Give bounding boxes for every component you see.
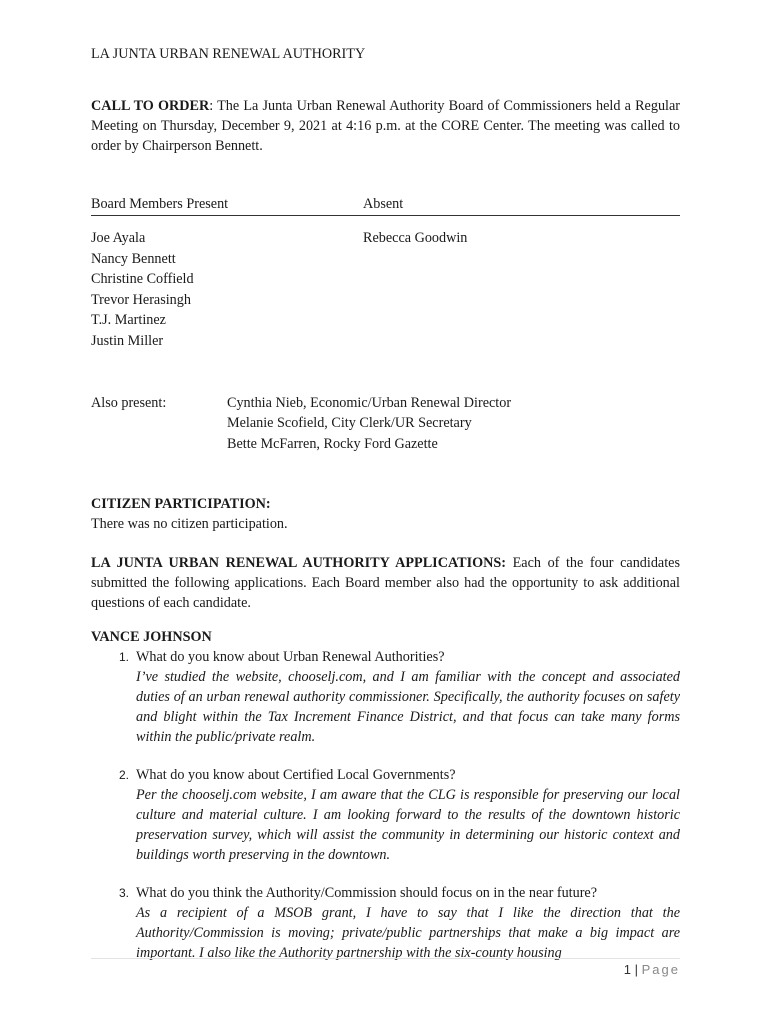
citizen-heading: CITIZEN PARTICIPATION: [91,496,271,513]
applications-text: Each of the four candidates submitted the following applications. Each Board member also had the opportunity to ask additional questions of each candidate. [91,555,680,612]
footer-divider [91,958,680,959]
present-member: T.J. Martinez [91,312,166,329]
question-list [91,647,680,963]
answer-text: As a recipient of a MSOB grant, I have to say that I like the direction that the Authority/Commission is moving; private/public partnerships that make a big impact are important. I also like the Authority partnership with the six-county housing [136,905,680,962]
present-header: Board Members Present [91,196,229,212]
absent-member: Rebecca Goodwin [363,230,468,246]
absent-header: Absent [363,196,404,212]
attendance-header-row [91,194,680,216]
also-present [91,393,680,455]
call-to-order [91,96,680,156]
document-page [91,44,680,963]
citizen-participation [91,494,680,534]
answer-text: Per the chooselj.com website, I am aware that the CLG is responsible for preserving our local culture and material culture. I am looking forward to the results of the downtown historic preservation survey, which will assist the community in determining our historic context and buildings worth preserving in the downtown. [136,787,680,864]
present-list [91,228,363,352]
question-text: What do you know about Certified Local Governments? [136,767,456,784]
also-present-label: Also present: [91,394,167,411]
also-present-list [227,393,511,455]
page-separator: | [631,962,642,977]
present-member: Joe Ayala [91,230,146,246]
applications-paragraph [91,553,680,613]
call-to-order-text: : The La Junta Urban Renewal Authority Board of Commissioners held a Regular Meeting on Thursday, December 9, 2021 at 4:16 p.m. at the CORE Center. The meeting was called to order by Chairperson Bennett. [91,98,680,154]
present-member: Trevor Herasingh [91,291,191,308]
page-number: 1 [623,962,632,977]
question-text: What do you know about Urban Renewal Authorities? [136,649,445,666]
also-present-person: Melanie Scofield, City Clerk/UR Secretary [227,415,472,432]
present-member: Christine Coffield [91,271,194,288]
question-item [91,647,680,747]
answer-text: I’ve studied the website, chooselj.com, and I am familiar with the concept and associated duties of an urban renewal authority commissioner. Specifically, the authority focuses on safety and blight within the Tax Increment Finance District, and that focus can take many forms within the public/private realm. [136,669,680,746]
call-to-order-label: CALL TO ORDER [91,98,210,114]
page-label: Page [641,962,680,977]
attendance-section [91,194,680,352]
present-member: Nancy Bennett [91,250,176,267]
question-number: 3. [118,886,129,901]
also-present-person: Bette McFarren, Rocky Ford Gazette [227,435,438,452]
page-footer [624,960,680,980]
question-number: 1. [118,650,129,665]
absent-list [363,228,467,352]
org-header: LA JUNTA URBAN RENEWAL AUTHORITY [91,46,366,62]
question-item [91,883,680,963]
applications-heading: LA JUNTA URBAN RENEWAL AUTHORITY APPLICATIONS: [91,555,507,572]
attendance-columns [91,228,680,352]
question-text: What do you think the Authority/Commission should focus on in the near future? [136,885,598,902]
also-present-person: Cynthia Nieb, Economic/Urban Renewal Director [227,394,512,411]
citizen-text: There was no citizen participation. [91,516,288,533]
present-member: Justin Miller [91,332,164,349]
question-item [91,765,680,865]
candidate-name: VANCE JOHNSON [91,629,212,646]
question-number: 2. [118,768,129,783]
